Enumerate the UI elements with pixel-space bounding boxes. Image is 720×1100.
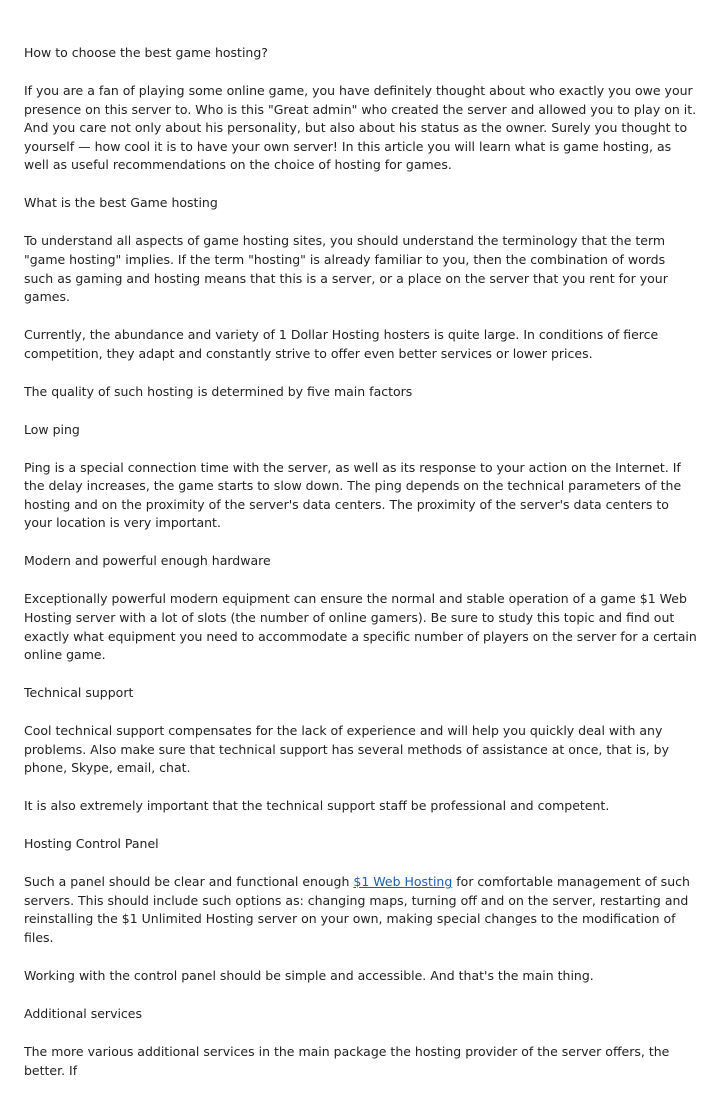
paragraph-hardware: Exceptionally powerful modern equipment can ensure the normal and stable operation of a game $1 Web Hosting server with a lot of slots (the number of online gamers). Be sure to study this topic and find out exactly what equipment you need to accommodate a specific number of players on the server for a certain online game. <box>24 591 697 663</box>
paragraph-abundance: Currently, the abundance and variety of 1 Dollar Hosting hosters is quite large. In conditions of fierce competition, they adapt and constantly strive to offer even better services or lower prices. <box>24 327 659 361</box>
paragraph-control-panel-simple: Working with the control panel should be simple and accessible. And that's the main thing. <box>24 968 594 984</box>
paragraph-technical-support: Cool technical support compensates for the lack of experience and will help you quickly deal with any problems. Also make sure that technical support has several methods of assistance at once, that is, by phone, Skype, email, chat. <box>24 723 669 776</box>
paragraph-quality-factors: The quality of such hosting is determined by five main factors <box>24 383 413 399</box>
heading-best-game-hosting: What is the best Game hosting <box>24 195 218 211</box>
heading-additional-services: Additional services <box>24 1006 143 1022</box>
panel-text-before-link: Such a panel should be clear and functional enough <box>24 874 354 890</box>
paragraph-intro: If you are a fan of playing some online game, you have definitely thought about who exactly you owe your presence on this server to. Who is this "Great admin" who created the server and allowed you to play on it. And you care not only about his personality, but also about his status as the owner. Surely you thought to yourself — how cool it is to have your own server! In this article you will learn what is game hosting, as well as useful recommendations on the choice of hosting for games. <box>24 82 697 173</box>
panel-text-after-link: for comfortable management of such servers. This should include such options as: changing maps, turning off and on the server, restarting and reinstalling the $1 Unlimited Hosting server on your own, making special changes to the modification of files. <box>24 874 690 946</box>
paragraph-ping: Ping is a special connection time with the server, as well as its response to your action on the Internet. If the delay increases, the game starts to slow down. The ping depends on the technical parameters of the hosting and on the proximity of the server's data centers. The proximity of the server's data centers to your location is very important. <box>24 459 682 531</box>
heading-low-ping: Low ping <box>24 421 80 437</box>
document-body <box>24 44 698 1100</box>
paragraph-additional-services: The more various additional services in the main package the hosting provider of the server offers, the better. If <box>24 1044 670 1078</box>
paragraph-support-staff: It is also extremely important that the technical support staff be professional and competent. <box>24 798 610 814</box>
paragraph-control-panel <box>24 873 698 947</box>
paragraph-terminology: To understand all aspects of game hosting sites, you should understand the terminology that the term "game hosting" implies. If the term "hosting" is already familiar to you, then the combination of words such as gaming and hosting means that this is a server, or a place on the server that you rent for your games. <box>24 233 668 305</box>
heading-hardware: Modern and powerful enough hardware <box>24 553 271 569</box>
web-hosting-link[interactable]: $1 Web Hosting <box>353 874 453 890</box>
heading-technical-support: Technical support <box>24 685 134 701</box>
heading-control-panel: Hosting Control Panel <box>24 836 159 852</box>
article-title: How to choose the best game hosting? <box>24 45 268 60</box>
